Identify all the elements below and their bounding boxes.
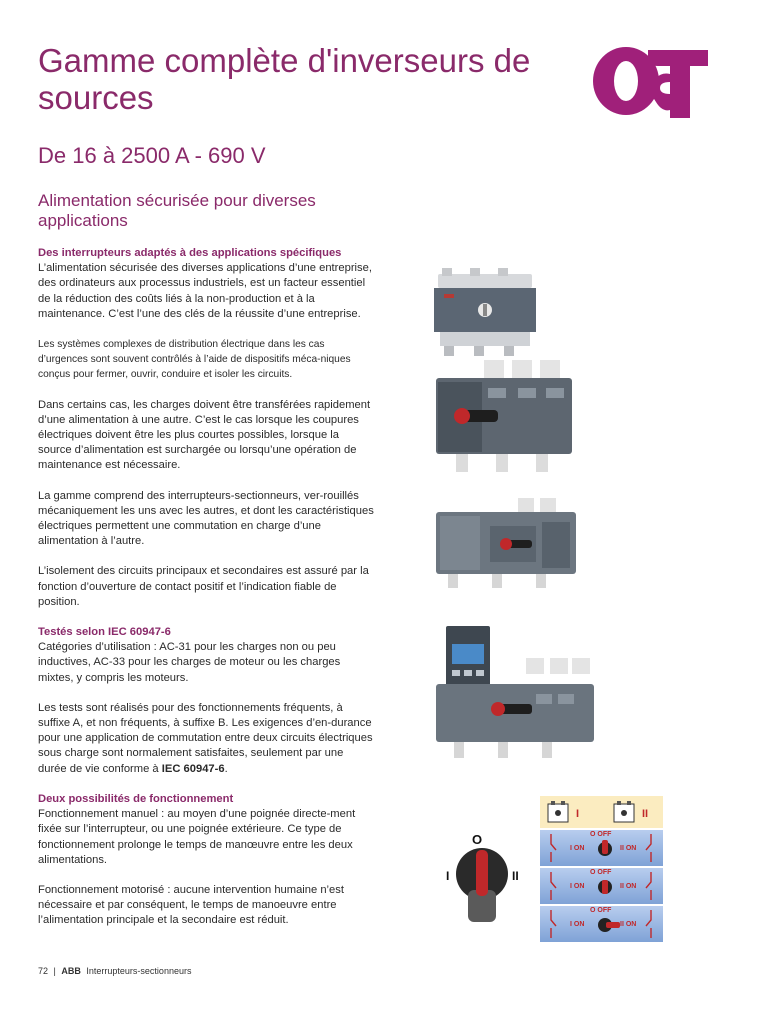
- paragraph-8: Deux possibilités de fonctionnement Fonctionnement manuel : au moyen d’une poignée directe-ment fixée sur l’interrupteur, ou une poignée extérieure. Ce type de fonctionnement prolonge le temps de manœuvre entre les deux alimentations.: [38, 792, 374, 868]
- paragraph-7: Les tests sont réalisés pour des fonctionnements fréquents, à suffixe A, et non fréquents, à suffixe B. Les exigences d’en-durance pour une application de commutation entre deux circuits électriques sous charge sont normalement satisfaites, seulement par une durée de vie conforme à IEC 60947-6.: [38, 701, 373, 775]
- paragraph-heading: Deux possibilités de fonctionnement: [38, 792, 234, 805]
- diagram-handle-icon: [590, 840, 620, 858]
- footer-separator: |: [53, 966, 56, 976]
- product-image-small-switch: [430, 266, 540, 360]
- diagram-row-3: O OFF I ON II ON: [540, 906, 663, 942]
- diagram-contact-icon: [644, 872, 658, 900]
- paragraph-heading: Des interrupteurs adaptés à des applications spécifiques: [38, 247, 342, 259]
- paragraph-9: Fonctionnement motorisé : aucune intervention humaine n’est nécessaire et par conséquent, le temps de manoeuvre entre l’alimentation principale et la secondaire est réduit.: [38, 883, 344, 927]
- page-number: 72: [38, 966, 49, 976]
- paragraph-1: Des interrupteurs adaptés à des applications spécifiques L’alimentation sécurisée des diverses applications d’une entreprise, des ordinateurs aux processus industriels, est un facteur essentiel de la réduction des coûts liés à la non-production et à la maintenance. C’est l’une des clés de la réussite d’une entreprise.: [38, 246, 374, 322]
- logo-c-letter: c: [692, 101, 700, 118]
- page-title: Gamme complète d'inverseurs de sources: [38, 42, 531, 116]
- product-image-switch-red-handle: [432, 358, 582, 476]
- paragraph-5: L’isolement des circuits principaux et secondaires est assuré par la fonction d’ouverture de contact positif et l’indication fiable de position.: [38, 565, 369, 608]
- diagram-row-2: O OFF I ON II ON: [540, 868, 663, 904]
- page-subtitle: De 16 à 2500 A - 690 V: [38, 143, 266, 168]
- switch-module-icon: [612, 800, 636, 824]
- diagram-contact-icon: [544, 872, 558, 900]
- paragraph-3: Dans certains cas, les charges doivent être transférées rapidement d’une alimentation à une autre. C’est le cas lorsque les coupures électriques doivent être les plus courtes possibles, lorsque la source d’alimentation est surchargée ou lorsqu’une opération de maintenance est nécessaire.: [38, 398, 371, 472]
- handle-label-ii: II: [512, 869, 519, 883]
- section-heading: Alimentation sécurisée pour diverses applications: [38, 191, 316, 230]
- otc-logo: [590, 44, 714, 118]
- diagram-contact-icon: [644, 910, 658, 938]
- diagram-header-ii: II: [642, 808, 649, 820]
- handle-label-o: O: [472, 832, 483, 847]
- paragraph-heading: Testés selon IEC 60947-6: [38, 626, 171, 639]
- diagram-handle-icon: [590, 916, 620, 934]
- handle-label-i: I: [446, 869, 450, 883]
- switching-diagram: [540, 796, 663, 946]
- diagram-row-1: O OFF I ON II ON: [540, 830, 663, 866]
- footer-brand: ABB: [61, 966, 81, 976]
- page-footer: [38, 966, 191, 976]
- diagram-contact-icon: [544, 834, 558, 862]
- body-text: [38, 246, 374, 944]
- diagram-contact-icon: [544, 910, 558, 938]
- diagram-contact-icon: [644, 834, 658, 862]
- paragraph-2: Les systèmes complexes de distribution électrique dans les cas d’urgences sont souvent contrôlés à l’aide de dispositifs méca-niques conçus pour fermer, ouvrir, conduire et isoler les circuits.: [38, 339, 351, 381]
- paragraph-4: La gamme comprend des interrupteurs-sectionneurs, ver-rouillés mécaniquement les uns avec les autres, et dont les caractéristiques électriques permettent une commutation en charge d’une alimentation à l’autre.: [38, 489, 374, 548]
- diagram-handle-icon: [590, 878, 620, 896]
- product-image-switch-controller: [432, 624, 598, 764]
- diagram-header-i: I: [576, 808, 580, 820]
- product-image-motorised-switch: [432, 496, 582, 594]
- footer-section: Interrupteurs-sectionneurs: [86, 966, 192, 976]
- paragraph-6: Testés selon IEC 60947-6 Catégories d’utilisation : AC-31 pour les charges non ou peu inductives, AC-33 pour les charges de moteur ou les charges mixtes, y compris les moteurs.: [38, 625, 374, 686]
- switch-module-icon: [546, 800, 570, 824]
- diagram-header: [540, 796, 663, 828]
- rotary-handle-illustration: [452, 846, 512, 924]
